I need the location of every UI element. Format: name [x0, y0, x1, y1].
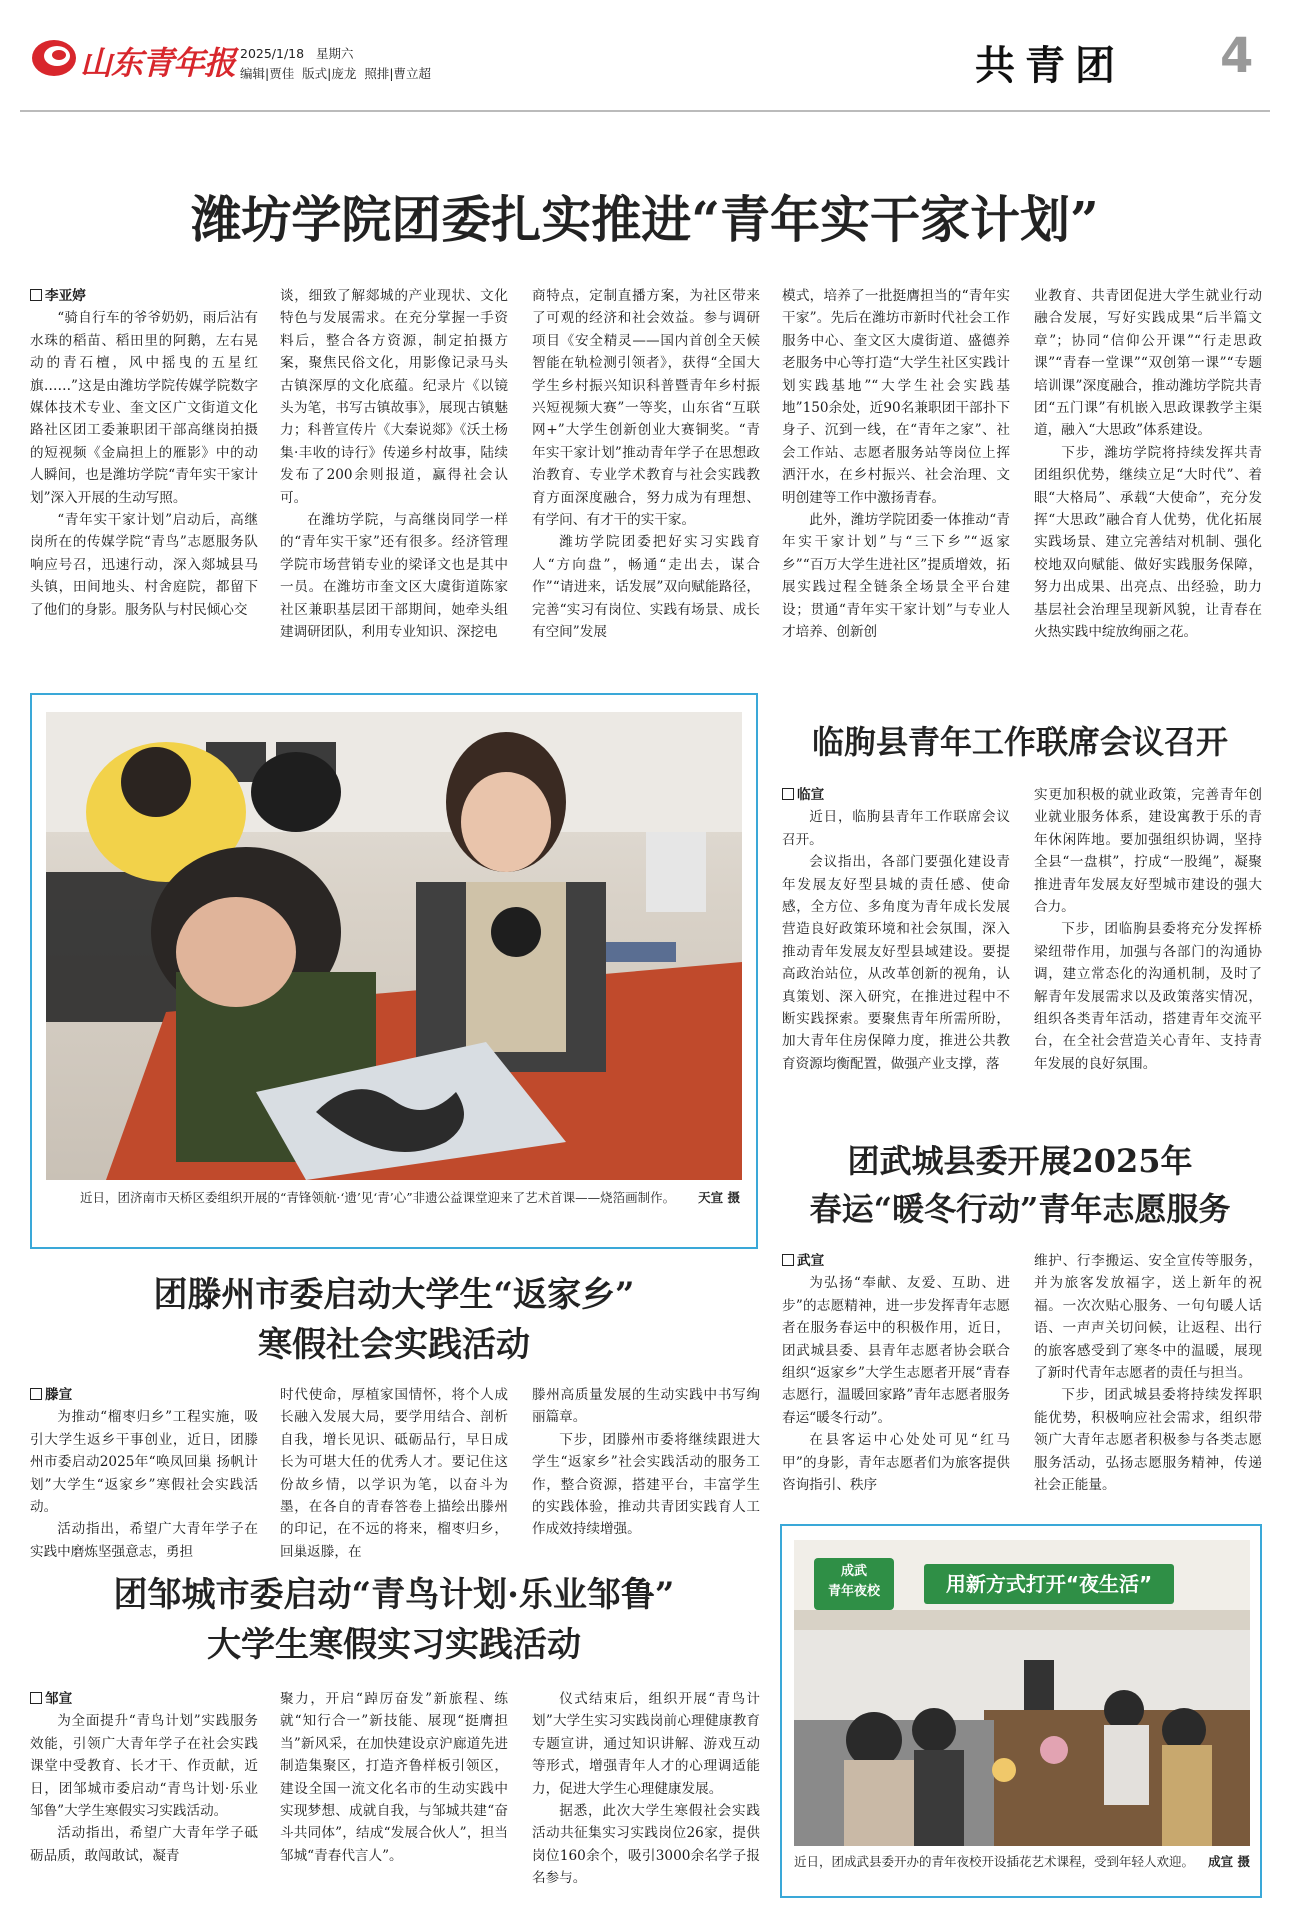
masthead-rule — [20, 110, 1270, 112]
layout-credit: 版式|庞龙 — [302, 66, 357, 81]
article-5-col-3 — [532, 1688, 760, 1918]
article-3-col-2 — [1034, 1250, 1262, 1520]
paragraph: 在县客运中心处处可见“红马甲”的身影，青年志愿者们为旅客提供咨询指引、秩序 — [782, 1432, 1010, 1494]
article-4-title-line-1: 团滕州市委启动大学生“返家乡” — [153, 1275, 635, 1315]
article-3-col-1 — [782, 1250, 1010, 1520]
article-2-title: 临朐县青年工作联席会议召开 — [811, 723, 1228, 761]
paragraph: 潍坊学院团委把好实习实践育人“方向盘”，畅通“走出去，谋合作”“请进来，话发展”双向赋能路径，完善“实习有岗位、实践有场景、成长有空间”发展 — [532, 534, 760, 641]
paragraph: 活动指出，希望广大青年学子在实践中磨炼坚强意志，勇担 — [30, 1521, 258, 1560]
article-1-col-3 — [532, 285, 760, 665]
article-4-col-3 — [532, 1384, 760, 1542]
article-5-col-1 — [30, 1688, 258, 1918]
article-1-col-2 — [280, 285, 508, 665]
photo-2-image — [794, 1540, 1250, 1846]
paragraph: 活动指出，希望广大青年学子砥砺品质，敢闯敢试，凝青 — [30, 1825, 258, 1864]
paragraph: 仪式结束后，组织开展“青鸟计划”大学生实习实践岗前心理健康教育专题宣讲，通过知识讲解、游戏互动等形式，增强青年人才的心理调适能力，促进大学生心理健康发展。 — [532, 1691, 760, 1797]
caption-text: 近日，团成武县委开办的青年夜校开设插花艺术课程，受到年轻人欢迎。 — [794, 1854, 1195, 1869]
caption-text: 近日，团济南市天桥区委组织开展的“青锋领航·‘遗’见‘青’心”非遗公益课堂迎来了艺术首课——烧箔画制作。 — [80, 1190, 676, 1205]
night-school-banner: 用新方式打开“夜生活” — [924, 1564, 1174, 1604]
logo-line-1: 成武 — [840, 1564, 867, 1579]
article-2-byline: 临宣 — [782, 784, 1010, 806]
article-5-byline: 邹宣 — [30, 1688, 258, 1710]
paragraph: 据悉，此次大学生寒假社会实践活动共征集实习实践岗位26家，提供岗位160余个，吸引3000余名学子报名参与。 — [532, 1803, 760, 1887]
paragraph: 聚力，开启“踔厉奋发”新旅程、练就“知行合一”新技能、展现“挺膺担当”新风采，在加快建设京沪廊道先进制造集聚区，打造齐鲁样板引领区，建设全国一流文化名市的生动实践中实现梦想、成就自我，与邹城共建“奋斗共同体”，结成“发展合伙人”，担当邹城“青春代言人”。 — [280, 1691, 508, 1864]
article-1-title: 潍坊学院团委扎实推进“青年实干家计划” — [191, 190, 1099, 249]
paragraph: 下步，团武城县委将持续发挥职能优势，积极响应社会需求，组织带领广大青年志愿者积极参与各类志愿服务活动，弘扬志愿服务精神，传递社会正能量。 — [1034, 1387, 1262, 1494]
article-5-col-2 — [280, 1688, 508, 1918]
logo-text: 山东青年报 — [80, 44, 236, 82]
paragraph: 会议指出，各部门要强化建设青年发展友好型县城的责任感、使命感，全方位、多角度为青年成长发展营造良好政策环境和社会氛围，深入推动青年发展友好型县域建设。要提高政治站位，从改革创新的视角，认真策划、深入研究，在推进过程中不断实践探索。要聚焦青年所需所盼，加大青年住房保障力度，推进公共教育资源均衡配置，做强产业支撑，落 — [782, 854, 1010, 1072]
article-1-col-5 — [1034, 285, 1262, 665]
paragraph: 下步，潍坊学院将持续发挥共青团组织优势，继续立足“大时代”、着眼“大格局”、承载“大使命”，充分发挥“大思政”融合育人优势，优化拓展实践场景、建立完善结对机制、强化校地双向赋能、做好实践服务保障，努力出成果、出亮点、出经验，助力基层社会治理呈现新风貌，让青春在火热实践中绽放绚丽之花。 — [1034, 444, 1262, 641]
article-1-col-1 — [30, 285, 258, 665]
article-3-title-line-1: 团武城县委开展2025年 — [847, 1142, 1193, 1180]
paragraph: 谈，细致了解郯城的产业现状、文化特色与发展需求。在充分掌握一手资料后，整合各方资源，制定拍摄方案，聚焦民俗文化，用影像记录马头古镇深厚的文化底蕴。纪录片《以镜头为笔，书写古镇故事》，展现古镇魅力；科普宣传片《大秦说郯》《沃土杨集·丰收的诗行》传递乡村故事，陆续发布了200余则报道，赢得社会认可。 — [280, 288, 508, 506]
article-5-title-line-1: 团邹城市委启动“青鸟计划·乐业邹鲁” — [113, 1575, 675, 1615]
paragraph: “青年实干家计划”启动后，高继岗所在的传媒学院“青鸟”志愿服务队响应号召，迅速行动，深入郯城县马头镇，田间地头、村舍庭院，都留下了他们的身影。服务队与村民倾心交 — [30, 512, 258, 618]
article-1-byline: 李亚婷 — [30, 285, 258, 307]
article-5-title-line-2: 大学生寒假实习实践活动 — [207, 1625, 581, 1665]
photo-1-caption — [80, 1188, 740, 1208]
paragraph: 为弘扬“奉献、友爱、互助、进步”的志愿精神，进一步发挥青年志愿者在服务春运中的积极作用，近日，团武城县委、县青年志愿者协会联合组织“返家乡”大学生志愿者开展“青春志愿行，温暖回家路”青年志愿者服务春运“暖冬行动”。 — [782, 1275, 1010, 1426]
photo-1-image — [46, 712, 742, 1180]
issue-date: 2025/1/18 — [240, 46, 305, 61]
masthead — [0, 0, 1290, 112]
article-4-col-1 — [30, 1384, 258, 1560]
article-1-col-4 — [782, 285, 1010, 665]
proof-credit: 照排|曹立超 — [364, 66, 432, 81]
article-3-byline: 武宣 — [782, 1250, 1010, 1272]
issue-weekday: 星期六 — [316, 46, 354, 61]
paragraph: 滕州高质量发展的生动实践中书写绚丽篇章。 — [532, 1387, 760, 1426]
photo-credit: 天宣 摄 — [698, 1190, 740, 1205]
paragraph: 在潍坊学院，与高继岗同学一样的“青年实干家”还有很多。经济管理学院市场营销专业的梁译文也是其中一员。在潍坊市奎文区大虞街道陈家社区兼职基层团干部期间，她牵头组建调研团队，利用专业知识、深挖电 — [280, 512, 508, 641]
section-name: 共青团 — [975, 43, 1125, 89]
paragraph: 下步，团滕州市委将继续跟进大学生“返家乡”社会实践活动的服务工作，整合资源，搭建平台，丰富学生的实践体验，推动共青团实践育人工作成效持续增强。 — [532, 1431, 760, 1538]
article-4-byline: 滕宣 — [30, 1384, 258, 1406]
night-school-logo — [814, 1558, 894, 1610]
paragraph: 此外，潍坊学院团委一体推动“青年实干家计划”与“三下乡”“返家乡”“百万大学生进社区”提质增效，拓展实践过程全链条全场景全平台建设；贯通“青年实干家计划”与专业人才培养、创新创 — [782, 512, 1010, 641]
paragraph: “骑自行车的爷爷奶奶，雨后沾有水珠的稻苗、稻田里的阿鹅，左右晃动的青石檀，风中摇曳的五星红旗……”这是由潍坊学院传媒学院数字媒体技术专业、奎文区广文街道文化路社区团工委兼职团干部高继岗拍摄的短视频《金扁担上的雁影》中的动人瞬间，也是潍坊学院“青年实干家计划”深入开展的生动写照。 — [30, 310, 258, 506]
paragraph: 维护、行李搬运、安全宣传等服务，并为旅客发放福字，送上新年的祝福。一次次贴心服务、一句句暖人话语、一声声关切问候，让返程、出行的旅客感受到了寒冬中的温暖，展现了新时代青年志愿者的责任与担当。 — [1034, 1253, 1262, 1382]
paragraph: 为推动“榴枣归乡”工程实施，吸引大学生返乡干事创业，近日，团滕州市委启动2025年“唤凤回巢 扬帆计划”大学生“返家乡”寒假社会实践活动。 — [30, 1409, 258, 1516]
paragraph: 实更加积极的就业政策，完善青年创业就业服务体系，建设寓教于乐的青年休闲阵地。要加强组织协调，坚持全县“一盘棋”，拧成“一股绳”，凝聚推进青年发展友好型城市建设的强大合力。 — [1034, 787, 1262, 916]
paragraph: 时代使命，厚植家国情怀，将个人成长融入发展大局，要学用结合、剖析自我，增长见识、砥砺品行，早日成长为可堪大任的优秀人才。要记住这份故乡情，以学识为笔，以奋斗为墨，在各自的青春答卷上描绘出滕州的印记，在不远的将来，榴枣归乡，回巢返滕，在 — [280, 1387, 508, 1560]
article-4-title-line-2: 寒假社会实践活动 — [258, 1325, 530, 1365]
photo-2-caption — [794, 1852, 1250, 1872]
paragraph: 商特点，定制直播方案，为社区带来了可观的经济和社会效益。参与调研项目《安全精灵——国内首创全天候智能在轨检测引领者》，获得“全国大学生乡村振兴知识科普暨青年乡村振兴短视频大赛”一等奖，山东省“互联网+”大学生创新创业大赛铜奖。“青年实干家计划”推动青年学子在思想政治教育、专业学术教育与社会实践教育方面深度融合，努力成为有理想、有学问、有才干的实干家。 — [532, 288, 760, 529]
photo-credit: 成宣 摄 — [1208, 1854, 1250, 1869]
article-3-title-line-2: 春运“暖冬行动”青年志愿服务 — [809, 1190, 1231, 1228]
paragraph: 模式，培养了一批挺膺担当的“青年实干家”。先后在潍坊市新时代社会工作服务中心、奎文区大虞街道、盛德养老服务中心等打造“大学生社区实践计划实践基地”“大学生社会实践基地”150余处，近90名兼职团干部扑下身子、沉到一线，在“青年之家”、社会工作站、志愿者服务站等岗位上挥洒汗水，在乡村振兴、社会治理、文明创建等工作中激扬青春。 — [782, 288, 1010, 506]
logo-swirl-icon — [30, 34, 82, 80]
page-number: 4 — [1220, 28, 1254, 84]
logo-line-2: 青年夜校 — [827, 1584, 880, 1599]
article-4-col-2 — [280, 1384, 508, 1560]
paragraph: 为全面提升“青鸟计划”实践服务效能，引领广大青年学子在社会实践课堂中受教育、长才干、作贡献，近日，团邹城市委启动“青鸟计划·乐业邹鲁”大学生寒假实习实践活动。 — [30, 1713, 258, 1820]
newspaper-logo — [30, 34, 236, 82]
paragraph: 近日，临朐县青年工作联席会议召开。 — [782, 809, 1010, 848]
article-2-col-2 — [1034, 784, 1262, 1104]
editor-credit: 编辑|贾佳 — [240, 66, 295, 81]
paragraph: 下步，团临朐县委将充分发挥桥梁纽带作用，加强与各部门的沟通协调，建立常态化的沟通机制，及时了解青年发展需求以及政策落实情况，组织各类青年活动，搭建青年交流平台，在全社会营造关心青年、支持青年发展的良好氛围。 — [1034, 921, 1262, 1072]
paragraph: 业教育、共青团促进大学生就业行动融合发展，写好实践成果“后半篇文章”；协同“信仰公开课”“行走思政课”“青春一堂课”“双创第一课”“专题培训课”深度融合，推动潍坊学院共青团“五门课”有机嵌入思政课教学主渠道，融入“大思政”体系建设。 — [1034, 288, 1262, 439]
article-2-col-1 — [782, 784, 1010, 1104]
